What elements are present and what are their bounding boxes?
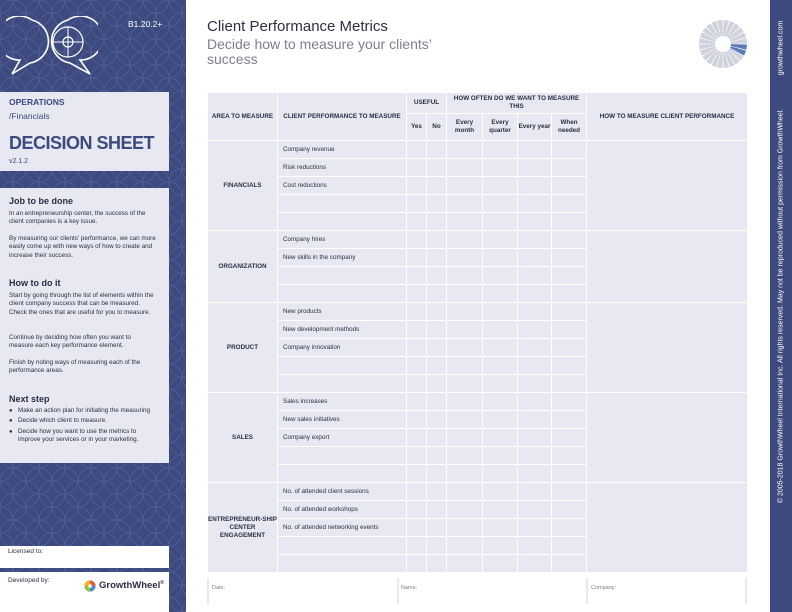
area-label: FINANCIALS	[208, 141, 278, 231]
list-item: ● Make an action plan for initiating the measuring	[9, 407, 159, 415]
performance-item	[278, 357, 407, 375]
quarter-checkbox[interactable]	[483, 249, 518, 267]
quarter-checkbox[interactable]	[483, 429, 518, 447]
date-label: Date:	[212, 585, 226, 591]
no-checkbox[interactable]	[427, 249, 447, 267]
header-year: Every year	[518, 114, 552, 141]
month-checkbox[interactable]	[447, 465, 483, 483]
header-area: AREA TO MEASURE	[208, 93, 278, 141]
no-checkbox[interactable]	[427, 159, 447, 177]
no-checkbox[interactable]	[427, 519, 447, 537]
year-checkbox[interactable]	[518, 177, 552, 195]
performance-item	[278, 213, 407, 231]
month-checkbox[interactable]	[447, 213, 483, 231]
month-checkbox[interactable]	[447, 195, 483, 213]
header-month: Every month	[447, 114, 483, 141]
year-checkbox[interactable]	[518, 339, 552, 357]
no-checkbox[interactable]	[427, 267, 447, 285]
year-checkbox[interactable]	[518, 159, 552, 177]
no-checkbox[interactable]	[427, 177, 447, 195]
needed-checkbox[interactable]	[552, 393, 587, 411]
month-checkbox[interactable]	[447, 483, 483, 501]
yes-checkbox[interactable]	[407, 483, 427, 501]
year-checkbox[interactable]	[518, 519, 552, 537]
year-checkbox[interactable]	[518, 213, 552, 231]
header-performance: CLIENT PERFORMANCE TO MEASURE	[278, 93, 407, 141]
month-checkbox[interactable]	[447, 555, 483, 573]
no-checkbox[interactable]	[427, 375, 447, 393]
performance-item: Company revenue	[278, 141, 407, 159]
no-checkbox[interactable]	[427, 339, 447, 357]
performance-item: Company hires	[278, 231, 407, 249]
year-checkbox[interactable]	[518, 249, 552, 267]
how-to-measure-field[interactable]	[587, 231, 748, 303]
how-to-measure-field[interactable]	[587, 303, 748, 393]
instructions-panel	[0, 188, 169, 463]
company-label: Company:	[591, 585, 617, 591]
yes-checkbox[interactable]	[407, 231, 427, 249]
yes-checkbox[interactable]	[407, 519, 427, 537]
date-field[interactable]	[209, 578, 397, 604]
year-checkbox[interactable]	[518, 483, 552, 501]
month-checkbox[interactable]	[447, 231, 483, 249]
quarter-checkbox[interactable]	[483, 393, 518, 411]
next-steps-list	[9, 407, 159, 446]
yes-checkbox[interactable]	[407, 195, 427, 213]
yes-checkbox[interactable]	[407, 411, 427, 429]
needed-checkbox[interactable]	[552, 375, 587, 393]
yes-checkbox[interactable]	[407, 267, 427, 285]
table-row	[208, 141, 748, 159]
month-checkbox[interactable]	[447, 141, 483, 159]
performance-item: New sales initiatives	[278, 411, 407, 429]
area-label: ENTREPRENEUR-SHIP CENTER ENGAGEMENT	[208, 483, 278, 573]
quarter-checkbox[interactable]	[483, 285, 518, 303]
year-checkbox[interactable]	[518, 267, 552, 285]
table-row	[208, 303, 748, 321]
copyright-text: © 2005-2018 GrowthWheel International Inc. All rights reserved. May not be reproduced without permission from GrowthWheel.	[777, 108, 785, 504]
quarter-checkbox[interactable]	[483, 357, 518, 375]
yes-checkbox[interactable]	[407, 339, 427, 357]
job-text-2: By measuring our clients’ performance, we can more easily come up with new ways of how to create and increase their success.	[9, 235, 156, 259]
list-item: ● Decide which client to measure.	[9, 417, 159, 425]
year-checkbox[interactable]	[518, 231, 552, 249]
metrics-table	[207, 92, 748, 573]
page-subtitle: Decide how to measure your clients’ success	[207, 36, 432, 67]
quarter-checkbox[interactable]	[483, 231, 518, 249]
performance-item: No. of attended networking events	[278, 519, 407, 537]
quarter-checkbox[interactable]	[483, 195, 518, 213]
brand-name: GrowthWheel®	[99, 580, 164, 592]
subcategory: /Financials	[9, 111, 50, 121]
performance-item	[278, 465, 407, 483]
needed-checkbox[interactable]	[552, 303, 587, 321]
performance-item	[278, 375, 407, 393]
needed-checkbox[interactable]	[552, 339, 587, 357]
yes-checkbox[interactable]	[407, 447, 427, 465]
quarter-checkbox[interactable]	[483, 501, 518, 519]
month-checkbox[interactable]	[447, 321, 483, 339]
page-title: Client Performance Metrics	[207, 18, 388, 35]
yes-checkbox[interactable]	[407, 501, 427, 519]
month-checkbox[interactable]	[447, 393, 483, 411]
yes-checkbox[interactable]	[407, 303, 427, 321]
developed-label: Developed by:	[8, 577, 50, 584]
month-checkbox[interactable]	[447, 375, 483, 393]
no-checkbox[interactable]	[427, 411, 447, 429]
next-heading: Next step	[9, 394, 50, 404]
month-checkbox[interactable]	[447, 249, 483, 267]
quarter-checkbox[interactable]	[483, 339, 518, 357]
month-checkbox[interactable]	[447, 159, 483, 177]
month-checkbox[interactable]	[447, 357, 483, 375]
yes-checkbox[interactable]	[407, 555, 427, 573]
quarter-checkbox[interactable]	[483, 141, 518, 159]
how-text-2: Continue by deciding how often you want to measure each key performance element.	[9, 334, 131, 350]
quarter-checkbox[interactable]	[483, 267, 518, 285]
header-how: HOW TO MEASURE CLIENT PERFORMANCE	[587, 93, 748, 141]
needed-checkbox[interactable]	[552, 141, 587, 159]
area-label: SALES	[208, 393, 278, 483]
needed-checkbox[interactable]	[552, 555, 587, 573]
version: v2.1.2	[9, 158, 29, 165]
quarter-checkbox[interactable]	[483, 555, 518, 573]
website-text: growthwheel.com	[777, 20, 785, 76]
needed-checkbox[interactable]	[552, 321, 587, 339]
needed-checkbox[interactable]	[552, 231, 587, 249]
how-to-measure-field[interactable]	[587, 393, 748, 483]
needed-checkbox[interactable]	[552, 357, 587, 375]
yes-checkbox[interactable]	[407, 141, 427, 159]
sheet-code: B1.20.2+	[128, 19, 163, 29]
quarter-checkbox[interactable]	[483, 159, 518, 177]
performance-item	[278, 267, 407, 285]
needed-checkbox[interactable]	[552, 177, 587, 195]
no-checkbox[interactable]	[427, 465, 447, 483]
area-label: ORGANIZATION	[208, 231, 278, 303]
area-label: PRODUCT	[208, 303, 278, 393]
month-checkbox[interactable]	[447, 177, 483, 195]
no-checkbox[interactable]	[427, 285, 447, 303]
sheet-type: DECISION SHEET	[9, 133, 155, 153]
performance-item: Risk reductions	[278, 159, 407, 177]
developer-panel	[0, 572, 169, 612]
year-checkbox[interactable]	[518, 357, 552, 375]
wheel-logo-icon	[84, 580, 96, 592]
how-to-measure-field[interactable]	[587, 141, 748, 231]
year-checkbox[interactable]	[518, 393, 552, 411]
needed-checkbox[interactable]	[552, 429, 587, 447]
year-checkbox[interactable]	[518, 555, 552, 573]
year-checkbox[interactable]	[518, 447, 552, 465]
month-checkbox[interactable]	[447, 447, 483, 465]
performance-item: New development methods	[278, 321, 407, 339]
no-checkbox[interactable]	[427, 141, 447, 159]
year-checkbox[interactable]	[518, 501, 552, 519]
year-checkbox[interactable]	[518, 303, 552, 321]
quarter-checkbox[interactable]	[483, 177, 518, 195]
no-checkbox[interactable]	[427, 393, 447, 411]
category: OPERATIONS	[9, 97, 65, 107]
quarter-checkbox[interactable]	[483, 213, 518, 231]
performance-item	[278, 447, 407, 465]
needed-checkbox[interactable]	[552, 249, 587, 267]
yes-checkbox[interactable]	[407, 321, 427, 339]
quarter-checkbox[interactable]	[483, 411, 518, 429]
no-checkbox[interactable]	[427, 321, 447, 339]
yes-checkbox[interactable]	[407, 357, 427, 375]
year-checkbox[interactable]	[518, 537, 552, 555]
no-checkbox[interactable]	[427, 213, 447, 231]
how-to-measure-field[interactable]	[587, 483, 748, 573]
job-text-1: In an entrepreneurship center, the success of the client companies is a key issue.	[9, 210, 146, 226]
yes-checkbox[interactable]	[407, 285, 427, 303]
no-checkbox[interactable]	[427, 537, 447, 555]
quarter-checkbox[interactable]	[483, 519, 518, 537]
month-checkbox[interactable]	[447, 285, 483, 303]
needed-checkbox[interactable]	[552, 447, 587, 465]
year-checkbox[interactable]	[518, 195, 552, 213]
needed-checkbox[interactable]	[552, 501, 587, 519]
yes-checkbox[interactable]	[407, 177, 427, 195]
no-checkbox[interactable]	[427, 195, 447, 213]
month-checkbox[interactable]	[447, 339, 483, 357]
year-checkbox[interactable]	[518, 375, 552, 393]
no-checkbox[interactable]	[427, 483, 447, 501]
no-checkbox[interactable]	[427, 303, 447, 321]
how-text-1: Start by going through the list of elements within the client company success that can be measured. Check the ones that are useful for you to measure.	[9, 292, 154, 316]
quarter-checkbox[interactable]	[483, 465, 518, 483]
performance-item	[278, 555, 407, 573]
year-checkbox[interactable]	[518, 465, 552, 483]
table-row	[208, 483, 748, 501]
yes-checkbox[interactable]	[407, 375, 427, 393]
month-checkbox[interactable]	[447, 267, 483, 285]
category-panel	[0, 92, 169, 171]
name-label: Name:	[401, 585, 418, 591]
yes-checkbox[interactable]	[407, 393, 427, 411]
footer-fields	[207, 578, 747, 604]
year-checkbox[interactable]	[518, 285, 552, 303]
performance-item	[278, 537, 407, 555]
performance-item	[278, 285, 407, 303]
how-heading: How to do it	[9, 278, 61, 288]
header-needed: When needed	[552, 114, 587, 141]
month-checkbox[interactable]	[447, 411, 483, 429]
name-field[interactable]	[399, 578, 586, 604]
metrics-table-body	[208, 141, 748, 573]
needed-checkbox[interactable]	[552, 267, 587, 285]
performance-item: Cost reductions	[278, 177, 407, 195]
quarter-checkbox[interactable]	[483, 303, 518, 321]
quarter-checkbox[interactable]	[483, 483, 518, 501]
year-checkbox[interactable]	[518, 141, 552, 159]
month-checkbox[interactable]	[447, 519, 483, 537]
yes-checkbox[interactable]	[407, 429, 427, 447]
no-checkbox[interactable]	[427, 555, 447, 573]
no-checkbox[interactable]	[427, 357, 447, 375]
job-heading: Job to be done	[9, 196, 73, 206]
header-no: No	[427, 114, 447, 141]
quarter-checkbox[interactable]	[483, 537, 518, 555]
month-checkbox[interactable]	[447, 537, 483, 555]
yes-checkbox[interactable]	[407, 249, 427, 267]
needed-checkbox[interactable]	[552, 195, 587, 213]
needed-checkbox[interactable]	[552, 483, 587, 501]
speech-bubbles-icon	[6, 16, 98, 78]
month-checkbox[interactable]	[447, 429, 483, 447]
performance-item: New skills in the company	[278, 249, 407, 267]
no-checkbox[interactable]	[427, 447, 447, 465]
quarter-checkbox[interactable]	[483, 375, 518, 393]
header-frequency: HOW OFTEN DO WE WANT TO MEASURE THIS	[447, 93, 587, 114]
table-row	[208, 393, 748, 411]
needed-checkbox[interactable]	[552, 537, 587, 555]
growthwheel-logo	[84, 580, 164, 592]
yes-checkbox[interactable]	[407, 537, 427, 555]
needed-checkbox[interactable]	[552, 519, 587, 537]
performance-item: Company innovation	[278, 339, 407, 357]
quarter-checkbox[interactable]	[483, 447, 518, 465]
year-checkbox[interactable]	[518, 411, 552, 429]
how-text-3: Finish by noting ways of measuring each of the performance areas.	[9, 359, 141, 375]
performance-item: Company export	[278, 429, 407, 447]
no-checkbox[interactable]	[427, 429, 447, 447]
list-item: ● Decide how you want to use the metrics to improve your services or in your marketing.	[9, 428, 159, 445]
month-checkbox[interactable]	[447, 303, 483, 321]
wheel-diagram-icon	[698, 19, 748, 69]
performance-item: No. of attended workshops	[278, 501, 407, 519]
needed-checkbox[interactable]	[552, 465, 587, 483]
needed-checkbox[interactable]	[552, 159, 587, 177]
needed-checkbox[interactable]	[552, 213, 587, 231]
no-checkbox[interactable]	[427, 231, 447, 249]
yes-checkbox[interactable]	[407, 159, 427, 177]
needed-checkbox[interactable]	[552, 411, 587, 429]
yes-checkbox[interactable]	[407, 213, 427, 231]
licensed-field[interactable]	[0, 546, 169, 568]
licensed-label: Licensed to:	[8, 548, 44, 555]
month-checkbox[interactable]	[447, 501, 483, 519]
header-quarter: Every quarter	[483, 114, 518, 141]
needed-checkbox[interactable]	[552, 285, 587, 303]
year-checkbox[interactable]	[518, 429, 552, 447]
performance-item: No. of attended client sessions	[278, 483, 407, 501]
performance-item: New products	[278, 303, 407, 321]
company-field[interactable]	[588, 578, 745, 604]
performance-item	[278, 195, 407, 213]
year-checkbox[interactable]	[518, 321, 552, 339]
header-useful: USEFUL	[407, 93, 447, 114]
no-checkbox[interactable]	[427, 501, 447, 519]
performance-item: Sales increases	[278, 393, 407, 411]
quarter-checkbox[interactable]	[483, 321, 518, 339]
yes-checkbox[interactable]	[407, 465, 427, 483]
header-yes: Yes	[407, 114, 427, 141]
table-row	[208, 231, 748, 249]
